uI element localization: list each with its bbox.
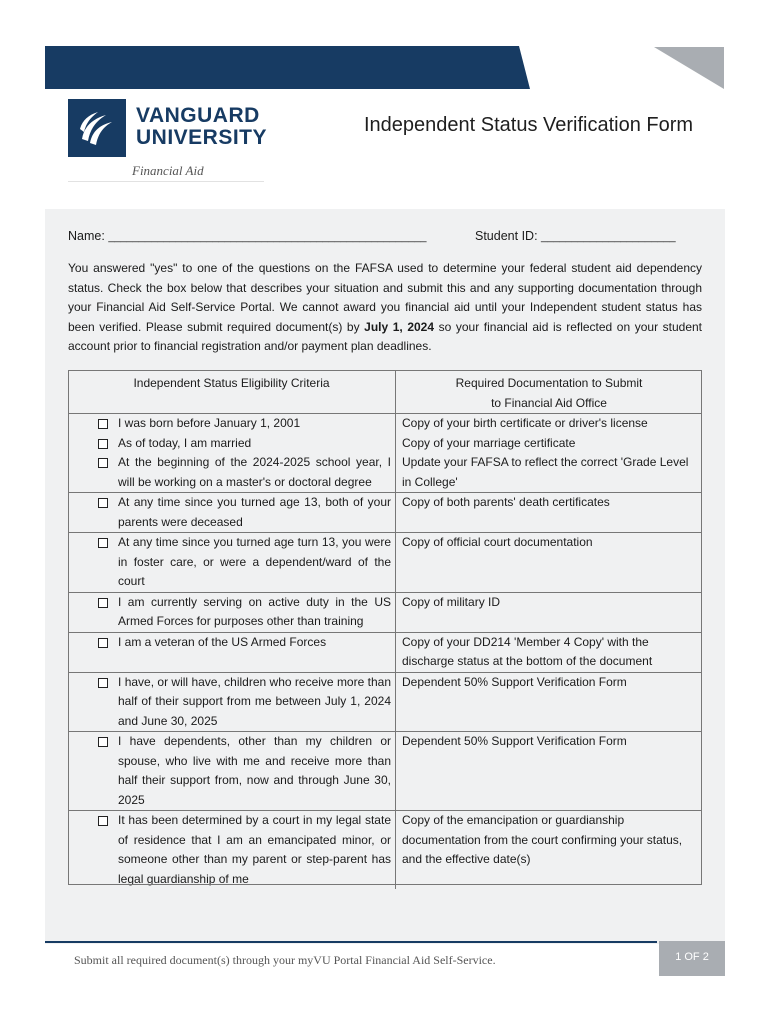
criterion-cell [68,434,396,454]
criterion-cell [68,592,396,632]
documentation-cell: Copy of official court documentation [396,533,703,593]
criterion-cell [68,533,396,593]
corner-accent [654,47,724,89]
criterion-item [68,673,395,732]
instructions-text-cont: so your financial aid is reflected on your student account prior to financial registration and/or payment plan deadlines. [68,319,702,353]
criterion-text: I am currently serving on active duty in the US Armed Forces for purposes other than training [118,594,391,628]
documentation-cell: Update your FAFSA to reflect the correct 'Grade Level in College' [396,453,703,493]
table-row [68,811,702,890]
criterion-checkbox[interactable] [98,737,108,747]
name-label: Name: [68,229,105,243]
criterion-item [68,414,395,434]
criterion-text: At any time since you turned age turn 13, you were in foster care, or were a dependent/ward of the court [118,535,391,588]
criterion-text: As of today, I am married [118,435,252,450]
student-id-field[interactable] [475,229,676,243]
criterion-text: I was born before January 1, 2001 [118,416,301,430]
documentation-cell: Dependent 50% Support Verification Form [396,732,703,811]
footer-note: Submit all required document(s) through your myVU Portal Financial Aid Self-Service. [74,953,496,967]
criterion-checkbox[interactable] [98,419,108,429]
table-row [68,672,702,732]
criterion-item [68,633,395,653]
documentation-cell: Copy of your birth certificate or driver's license [402,416,648,430]
name-field[interactable] [68,229,426,243]
criterion-text: At the beginning of the 2024-2025 school year, I will be working on a master's or doctoral degree [118,455,391,489]
criterion-cell [68,632,396,672]
criterion-cell [68,811,396,890]
documentation-cell: Dependent 50% Support Verification Form [396,672,703,732]
criterion-checkbox[interactable] [98,598,108,608]
university-logo [68,99,268,184]
criterion-cell [68,672,396,732]
criterion-item [68,732,395,810]
deadline-date: July 1, 2024 [364,319,435,334]
criterion-cell [68,732,396,811]
name-blank[interactable]: ____________________________________________________ [108,231,427,243]
documentation-cell: Copy of your DD214 'Member 4 Copy' with the discharge status at the bottom of the document [396,632,703,672]
student-id-blank[interactable]: ______________________ [541,231,676,243]
criterion-cell [68,453,396,493]
department-name: Financial Aid [132,163,204,178]
documentation-column-header [396,370,703,414]
table-row [68,414,702,434]
criterion-text: I have dependents, other than my children or spouse, who live with me and receive more than half their support from, now and through June 30, 2025 [118,734,391,807]
criterion-item [68,493,395,532]
table-row [68,434,702,454]
logo-divider [68,181,264,182]
documentation-cell: Copy of military ID [396,592,703,632]
documentation-cell: Copy of your marriage certificate [402,435,576,450]
table-row [68,533,702,593]
university-name-line1: VANGUARD [136,104,260,127]
university-name [136,105,267,149]
criterion-item [68,453,395,492]
criterion-checkbox[interactable] [98,439,108,449]
criterion-cell [68,493,396,533]
instructions-text: You answered "yes" to one of the questions on the FAFSA used to determine your federal student aid dependency status. Check the box below that describes your situation and submit this and any supporting documentation through your Financial Aid Self-Service Portal. We cannot award you financial aid until your Independent student status has been verified. Please submit required document(s) by [68,261,702,334]
criterion-checkbox[interactable] [98,538,108,548]
criterion-item [68,811,395,889]
student-id-label: Student ID: [475,229,538,243]
criterion-checkbox[interactable] [98,678,108,688]
documentation-header-line2: to Financial Aid Office [491,395,607,410]
criterion-text: It has been determined by a court in my legal state of residence that I am an emancipated minor, or someone other than my parent or step-parent has legal guardianship of me [118,813,391,886]
table-row [68,732,702,811]
criterion-checkbox[interactable] [98,498,108,508]
table-row [68,453,702,493]
criterion-checkbox[interactable] [98,638,108,648]
criterion-text: I have, or will have, children who receive more than half of their support from me between July 1, 2024 and June 30, 2025 [118,674,391,728]
criterion-text: At any time since you turned age 13, both of your parents were deceased [118,495,391,529]
eligibility-table [68,370,702,889]
criterion-checkbox[interactable] [98,458,108,468]
instructions-paragraph [68,259,702,357]
documentation-cell: Copy of the emancipation or guardianship documentation from the court confirming your status, and the effective date(s) [402,813,683,866]
logo-emblem [68,99,126,157]
criterion-text: I am a veteran of the US Armed Forces [118,634,327,649]
page-number: 1 OF 2 [659,941,725,976]
header-banner [45,46,530,89]
criterion-item [68,533,395,592]
table-row [68,493,702,533]
table-row [68,592,702,632]
documentation-cell: Copy of both parents' death certificates [396,493,703,533]
university-name-line2: UNIVERSITY [136,126,268,149]
criterion-cell [68,414,396,434]
criteria-column-header: Independent Status Eligibility Criteria [68,370,396,414]
documentation-header-line1: Required Documentation to Submit [455,376,643,390]
criterion-checkbox[interactable] [98,816,108,826]
footer-divider [45,941,657,943]
flame-icon [68,99,126,157]
form-title: Independent Status Verification Form [364,114,694,136]
criterion-item [68,434,395,454]
criterion-item [68,593,395,632]
table-row [68,632,702,672]
